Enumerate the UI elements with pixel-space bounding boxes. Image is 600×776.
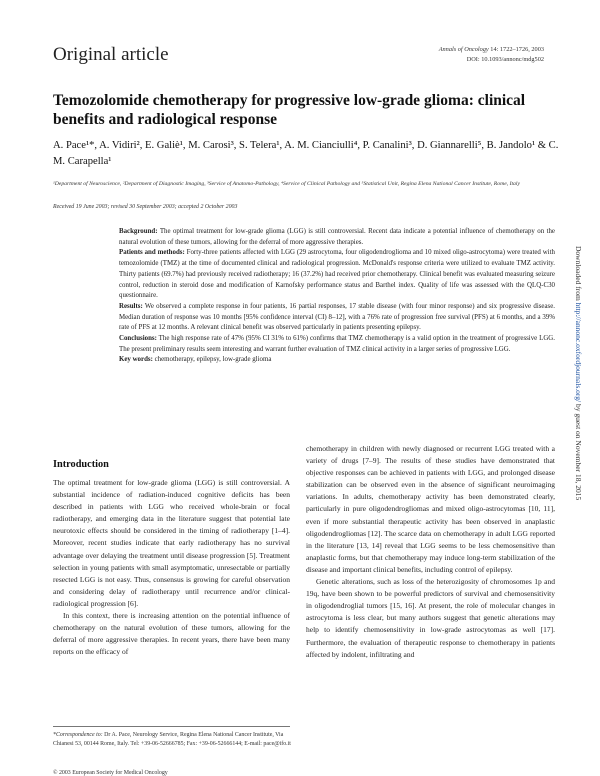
section-heading: Introduction bbox=[53, 459, 109, 470]
download-note bbox=[574, 246, 583, 500]
article-title: Temozolomide chemotherapy for progressive low-grade glioma: clinical benefits and radiological response bbox=[53, 92, 526, 128]
footnote-label: *Correspondence to: bbox=[53, 732, 103, 738]
footnote-divider bbox=[53, 726, 290, 727]
abstract-background bbox=[119, 227, 555, 248]
paragraph: In this context, there is increasing attention on the potential influence of chemotherapy on the natural evolution of these tumors, allowing for the deferral of more aggressive therapies. In recent years, there have been many reports on the efficacy of bbox=[53, 611, 290, 657]
abstract-conclusions bbox=[119, 334, 555, 355]
abstract-text: The optimal treatment for low-grade glioma (LGG) is still controversial. Recent data indicate a potential influence of chemotherapy on the natural evolution of these tumors, allowing for the deferral of more aggressive therapies. bbox=[119, 228, 555, 246]
download-link[interactable]: http://annonc.oxfordjournals.org/ bbox=[574, 302, 583, 403]
paragraph: chemotherapy in children with newly diagnosed or recurrent LGG treated with a variety of drugs [7–9]. The results of these studies have demonstrated that objective responses can be achieved in patients with LGG, and prolonged disease stabilization can be observed even in the absence of significant neuroimaging variations. In adults, chemotherapy activity has been demonstrated clearly, particularly in pure oligodendrogliomas and mixed oligo-astrocytomas [10, 11], even if more substantial therapeutic activity has been observed in anaplastic oligodendrogliomas [12]. The scarce data on chemotherapy in adult LGG reported in the literature [13, 14] reveal that LGG seems to be less chemosensitive than anaplastic forms, but that chemotherapy may induce long-term stabilization of the disease and important clinical benefits, including control of epilepsy. bbox=[306, 444, 555, 574]
abstract-label: Conclusions: bbox=[119, 335, 157, 343]
journal-header bbox=[284, 45, 544, 65]
abstract-results bbox=[119, 302, 555, 334]
abstract-methods bbox=[119, 248, 555, 302]
author-list: A. Pace¹*, A. Vidiri², E. Galiè¹, M. Carosi³, S. Telera¹, A. M. Cianciulli⁴, P. Canalini³, D. Giannarelli⁵, B. Jandolo¹ & C. M. Carapella¹ bbox=[53, 140, 559, 167]
abstract bbox=[119, 227, 555, 366]
footnote bbox=[53, 731, 293, 749]
abstract-label: Background: bbox=[119, 228, 158, 235]
abstract-text: We observed a complete response in four patients, 16 partial responses, 17 stable disease (with four minor response) and six progressive disease. Median duration of response was 10 months [95% confidence interval (CI) 8–12], with a 76% rate of progression free survival (PFS) at 6 months, and a 39% rate of PFS at 12 months. A relevant clinical benefit was observed particularly in patients presenting epilepsy. bbox=[119, 302, 555, 332]
paragraph: Genetic alterations, such as loss of the heterozigosity of chromosomes 1p and 19q, have been shown to be powerful predictors of survival and chemosensitivity in oligodendroglial tumors [15, 16]. At present, the role of molecular changes in astrocytoma is less clear, but many authors suggest that genetic alterations may help to identify chemosensitivity in low-grade astrocytomas as well [17]. Furthermore, the evaluation of therapeutic response to chemotherapy in patients affected by indolent, infiltrating and bbox=[306, 577, 555, 659]
body-column-right bbox=[306, 443, 555, 661]
copyright: © 2003 European Society for Medical Oncology bbox=[53, 770, 168, 776]
abstract-text: The high response rate of 47% (95% CI 31% to 61%) confirms that TMZ chemotherapy is a valid option in the treatment of progressive LGG. The present preliminary results seem interesting and warrant further evaluation of TMZ clinical activity in a larger series of progressive LGG. bbox=[119, 335, 555, 353]
paragraph: The optimal treatment for low-grade glioma (LGG) is still controversial. A substantial incidence of radiation-induced cognitive deficits has been described in patients with LGG who received whole-brain or focal radiotherapy, and emerging data in the literature suggest that potential late neurotoxic effects should be considered in the timing of radiotherapy [1–4]. Moreover, recent studies indicate that early radiotherapy has no survival advantage over delaying the treatment until disease progression [5]. Treatment selection in young patients with small asymptomatic, unresectable or partially resected LGG is not easy. Thus, consensus is growing for careful observation and considering delay of radiotherapy until recurrence and/or clinical-radiological progression [6]. bbox=[53, 478, 290, 608]
abstract-label: Patients and methods: bbox=[119, 249, 185, 257]
journal-ref: 14: 1722–1726, 2003 bbox=[488, 46, 544, 53]
received-dates: Received 19 June 2003; revised 30 September 2003; accepted 2 October 2003 bbox=[53, 204, 238, 210]
affiliations: ¹Department of Neuroscience, ²Department of Diagnostic Imaging, ³Service of Anatomo-Pathology, ⁴Service of Clinical Pathology and ⁵Statistical Unit, Regina Elena National Cancer Institute, Rome, Italy bbox=[53, 181, 520, 187]
body-column-left bbox=[53, 477, 290, 658]
abstract-keywords bbox=[119, 355, 555, 366]
footnote-text: Dr A. Pace, Neurology Service, Regina Elena National Cancer Institute, Via Chianesi 53, 00144 Rome, Italy. Tel: +39-06-52666785; Fax: +39-06-52666144; E-mail: pace@ifo.it bbox=[53, 732, 291, 747]
abstract-text: chemotherapy, epilepsy, low-grade glioma bbox=[152, 356, 272, 364]
abstract-label: Key words: bbox=[119, 356, 153, 364]
doi: DOI: 10.1093/annonc/mdg502 bbox=[466, 56, 544, 63]
journal-name: Annals of Oncology bbox=[438, 46, 489, 53]
download-prefix: Downloaded from bbox=[574, 246, 583, 303]
section-label: Original article bbox=[53, 44, 169, 65]
download-suffix: by guest on November 18, 2015 bbox=[574, 402, 583, 501]
abstract-label: Results: bbox=[119, 302, 143, 310]
abstract-text: Forty-three patients affected with LGG (29 astrocytoma, four oligodendroglioma and 10 mixed oligo-astrocytoma) were treated with temozolomide (TMZ) at the time of documented clinical and radiological progression. McDonald's response criteria were utilized to evaluate TMZ activity. Thirty patients (69.7%) had previously received radiotherapy; 16 (37.2%) had received prior chemotherapy. Clinical benefit was evaluated measuring seizure control, reduction in steroid dose and modification of Karnofsky performance status and Barthel index. Quality of life was assessed with the QLQ-C30 questionnaire. bbox=[119, 249, 555, 300]
